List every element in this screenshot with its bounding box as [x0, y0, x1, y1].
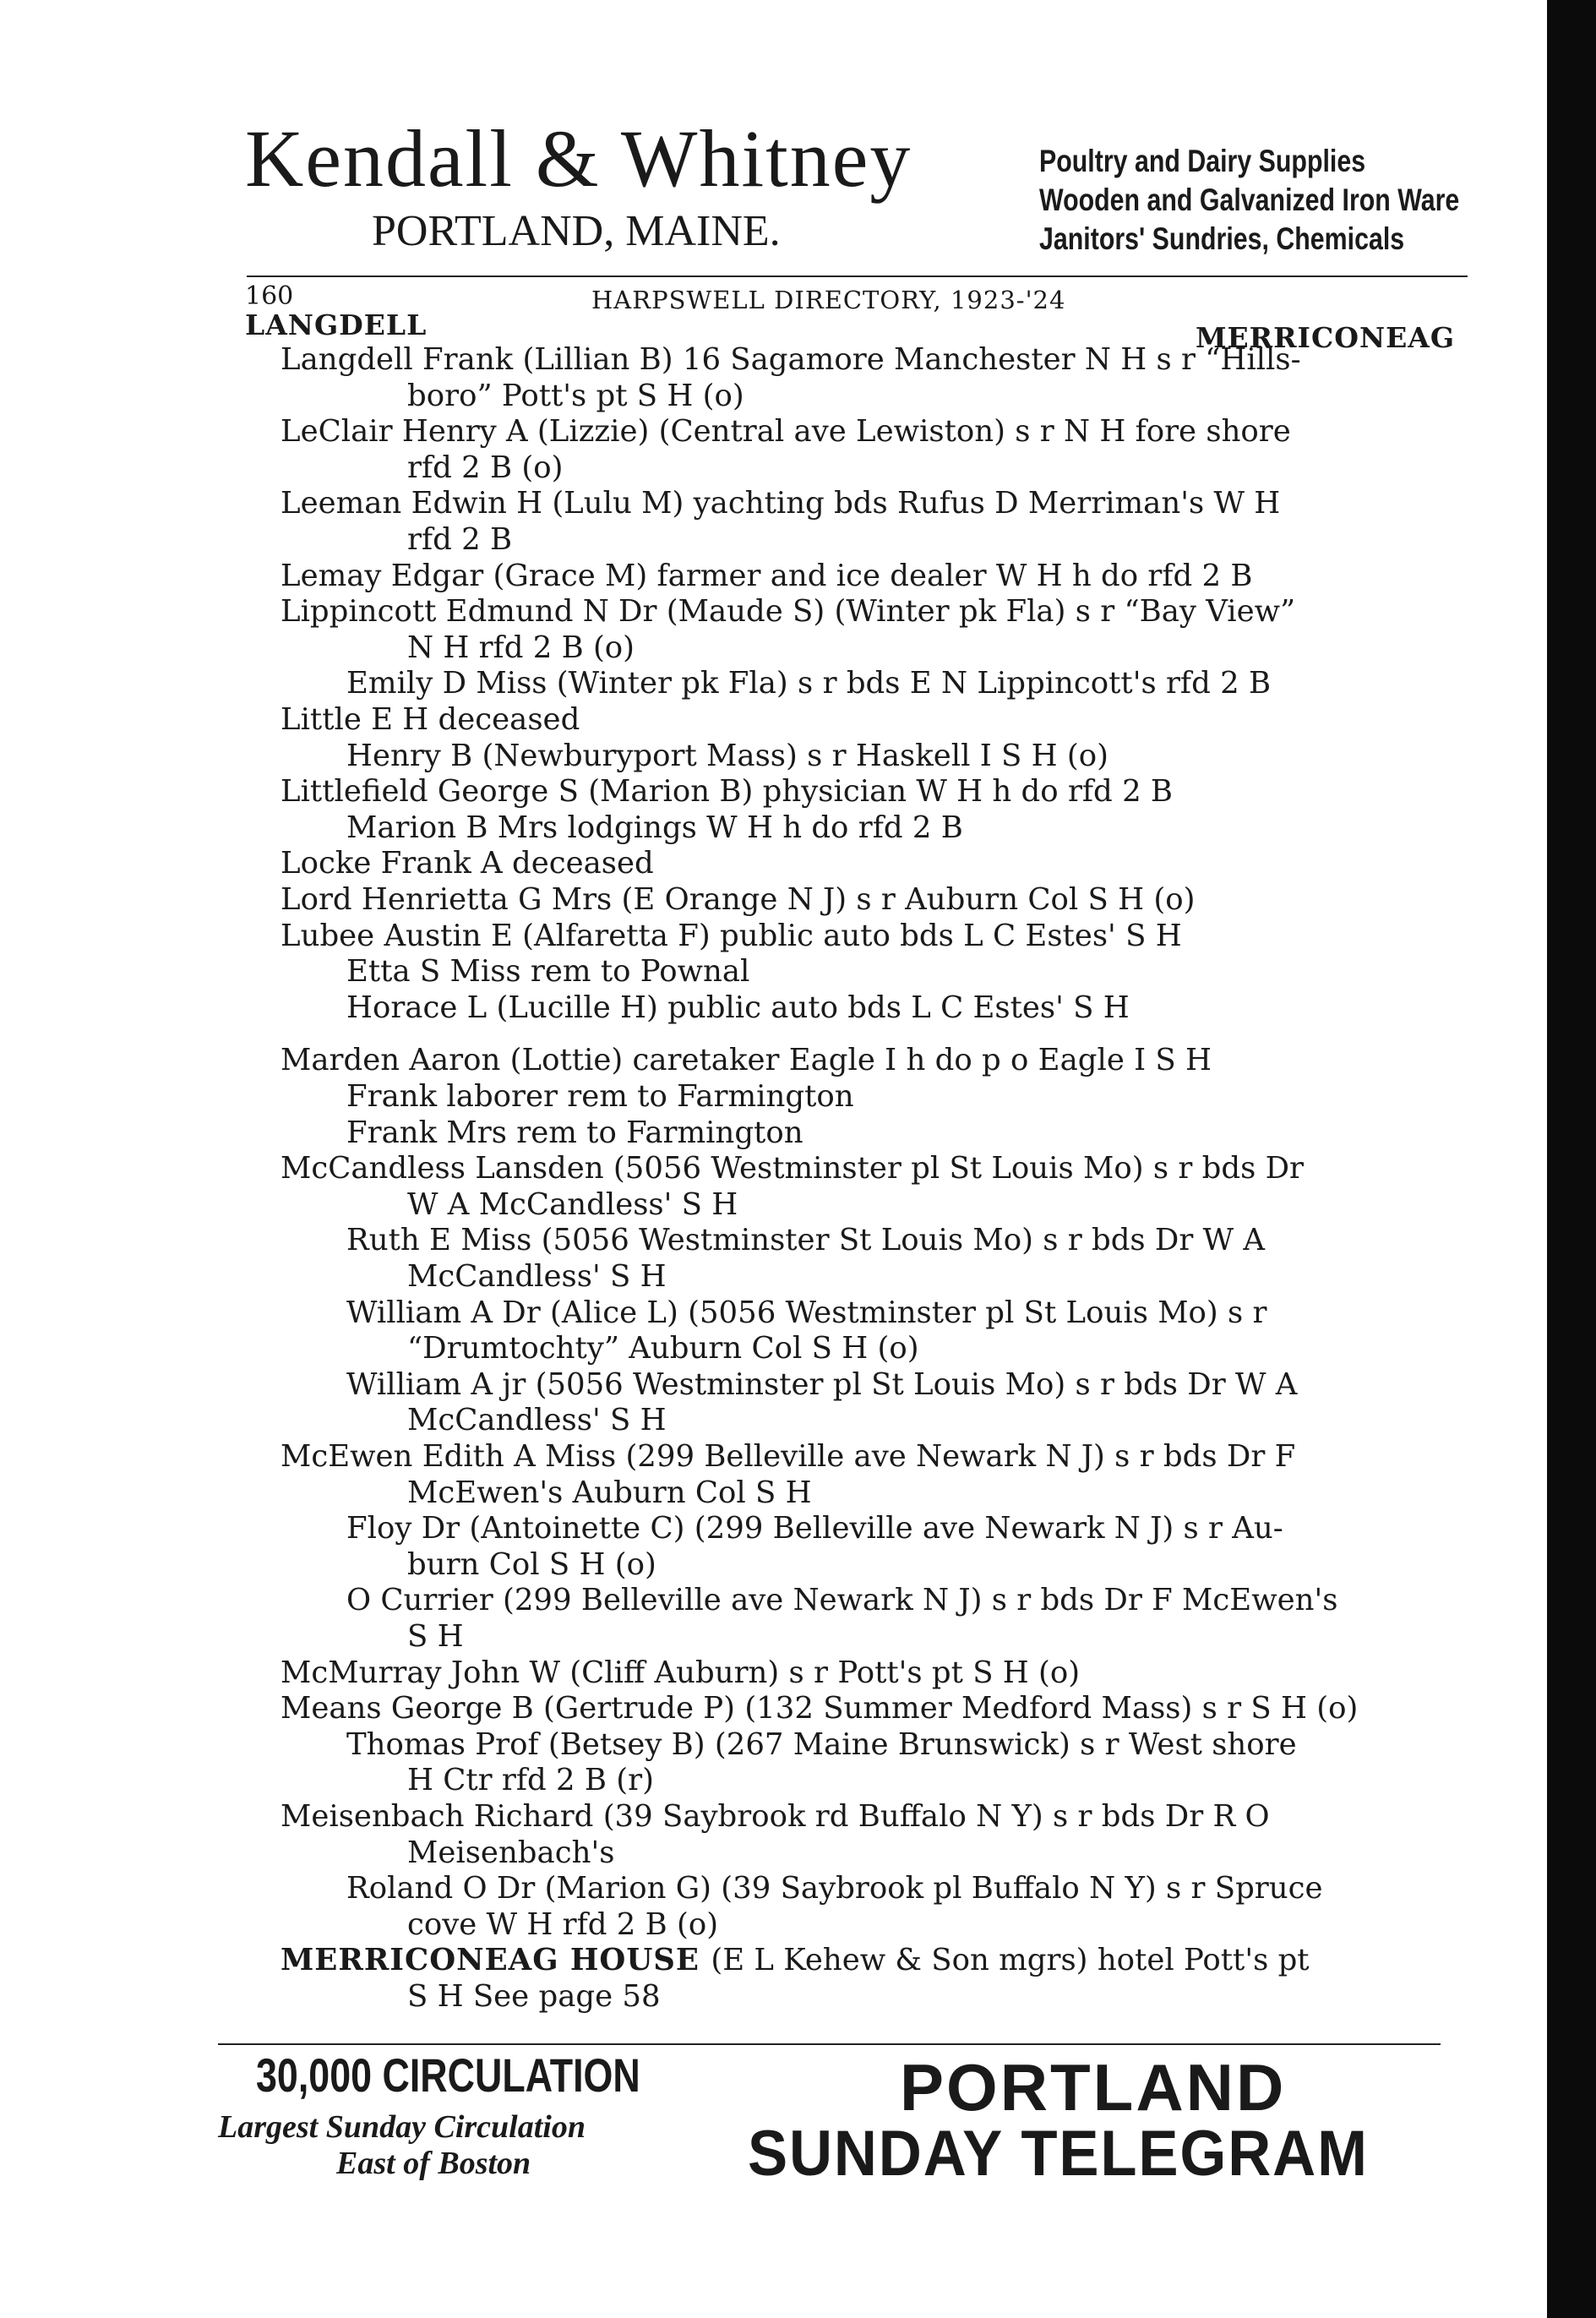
directory-entry-line: Langdell Frank (Lillian B) 16 Sagamore Manchester N H s r “Hills-: [281, 342, 1301, 377]
directory-entry-line: Floy Dr (Antoinette C) (299 Belleville ave Newark N J) s r Au-: [346, 1511, 1283, 1546]
directory-entry-line: S H See page 58: [407, 1979, 661, 2014]
directory-entry-line: Marion B Mrs lodgings W H h do rfd 2 B: [346, 810, 963, 845]
directory-entry-line: Meisenbach Richard (39 Saybrook rd Buffalo N Y) s r bds Dr R O: [281, 1799, 1270, 1834]
directory-entry-line: McCandless Lansden (5056 Westminster pl St Louis Mo) s r bds Dr: [281, 1151, 1305, 1186]
directory-entry-line: Etta S Miss rem to Pownal: [346, 954, 750, 990]
scan-edge-bar: [1547, 0, 1596, 2318]
directory-entry-line: O Currier (299 Belleville ave Newark N J) s r bds Dr F McEwen's: [346, 1583, 1338, 1618]
directory-entry-line: McCandless' S H: [407, 1259, 667, 1294]
directory-entry-line: William A jr (5056 Westminster pl St Louis Mo) s r bds Dr W A: [346, 1366, 1298, 1402]
top-advertisement: [245, 113, 1479, 279]
entry-text: (E L Kehew & Son mgrs) hotel Pott's pt: [711, 1943, 1310, 1978]
directory-entry-line: Lemay Edgar (Grace M) farmer and ice dealer W H h do rfd 2 B: [281, 558, 1253, 593]
ad-products: [1039, 142, 1459, 259]
directory-entry-line: Lord Henrietta G Mrs (E Orange N J) s r Auburn Col S H (o): [281, 882, 1196, 917]
directory-entry-line: N H rfd 2 B (o): [407, 630, 635, 665]
directory-entry-line: Frank laborer rem to Farmington: [346, 1079, 854, 1114]
ad-tagline-2: East of Boston: [336, 2146, 531, 2181]
directory-entry-line: McEwen's Auburn Col S H: [407, 1475, 812, 1510]
ad-product-line: Janitors' Sundries, Chemicals: [1039, 221, 1405, 256]
directory-entry-line: burn Col S H (o): [407, 1546, 656, 1582]
directory-entry-line: William A Dr (Alice L) (5056 Westminster pl St Louis Mo) s r: [346, 1295, 1267, 1330]
directory-entry-line: “Drumtochty” Auburn Col S H (o): [407, 1331, 919, 1366]
page-number: 160: [245, 281, 294, 311]
directory-entry-line: W A McCandless' S H: [407, 1186, 738, 1222]
top-rule: [247, 275, 1468, 277]
ad-tagline: Largest Sunday Circulation: [218, 2109, 586, 2145]
ad-city: PORTLAND, MAINE.: [372, 207, 781, 255]
ad-firm-name: Kendall & Whitney: [245, 113, 912, 204]
directory-entry-line: Horace L (Lucille H) public auto bds L C Estes' S H: [346, 990, 1130, 1025]
guide-word-left: LANGDELL: [245, 308, 428, 341]
ad-product-line: Wooden and Galvanized Iron Ware: [1039, 183, 1460, 217]
directory-entry-line: rfd 2 B (o): [407, 450, 564, 485]
directory-entry-line: Frank Mrs rem to Farmington: [346, 1115, 803, 1150]
directory-entry-line: Ruth E Miss (5056 Westminster St Louis Mo) s r bds Dr W A: [346, 1223, 1266, 1258]
directory-entry-line: rfd 2 B: [407, 522, 513, 557]
running-title: HARPSWELL DIRECTORY, 1923-'24: [591, 286, 1066, 314]
directory-entry-line: Leeman Edwin H (Lulu M) yachting bds Rufus D Merriman's W H: [281, 486, 1281, 521]
directory-entry-line: McMurray John W (Cliff Auburn) s r Pott's pt S H (o): [281, 1655, 1081, 1690]
directory-entry-line: Little E H deceased: [281, 702, 580, 737]
directory-entry-line: LeClair Henry A (Lizzie) (Central ave Lewiston) s r N H fore shore: [281, 414, 1291, 450]
ad-paper-name-2: SUNDAY TELEGRAM: [748, 2118, 1369, 2190]
directory-entry-line: boro” Pott's pt S H (o): [407, 378, 744, 413]
directory-entry-line: Marden Aaron (Lottie) caretaker Eagle I h do p o Eagle I S H: [281, 1043, 1212, 1078]
directory-entry-line: Lubee Austin E (Alfaretta F) public auto bds L C Estes' S H: [281, 918, 1182, 953]
directory-entry-line: Means George B (Gertrude P) (132 Summer Medford Mass) s r S H (o): [281, 1691, 1359, 1726]
directory-entry-line: cove W H rfd 2 B (o): [407, 1906, 719, 1942]
directory-entry-line: H Ctr rfd 2 B (r): [407, 1763, 654, 1798]
ad-paper-name: PORTLAND: [900, 2050, 1287, 2124]
directory-entry-line: S H: [407, 1619, 464, 1654]
ad-circulation: 30,000 CIRCULATION: [256, 2048, 640, 2102]
directory-entry-line: Locke Frank A deceased: [281, 846, 654, 881]
directory-entry-line: McEwen Edith A Miss (299 Belleville ave Newark N J) s r bds Dr F: [281, 1439, 1296, 1474]
directory-entry-line: Meisenbach's: [407, 1835, 615, 1870]
directory-entry-line: Lippincott Edmund N Dr (Maude S) (Winter pk Fla) s r “Bay View”: [281, 594, 1296, 630]
directory-entry-line: Roland O Dr (Marion G) (39 Saybrook pl Buffalo N Y) s r Spruce: [346, 1871, 1323, 1906]
bottom-rule: [218, 2043, 1441, 2045]
directory-entry-line: Henry B (Newburyport Mass) s r Haskell I S H (o): [346, 738, 1108, 773]
ad-product-line: Poultry and Dairy Supplies: [1039, 144, 1366, 178]
entry-bold-name: MERRICONEAG HOUSE: [281, 1943, 711, 1978]
directory-entry-line: Littlefield George S (Marion B) physician W H h do rfd 2 B: [281, 774, 1174, 810]
directory-entry-line: [281, 1945, 1310, 1976]
directory-entry-line: McCandless' S H: [407, 1403, 667, 1438]
directory-entry-line: Thomas Prof (Betsey B) (267 Maine Brunswick) s r West shore: [346, 1726, 1297, 1762]
guide-word-right: MERRICONEAG: [1196, 321, 1456, 354]
directory-entry-line: Emily D Miss (Winter pk Fla) s r bds E N Lippincott's rfd 2 B: [346, 666, 1272, 701]
